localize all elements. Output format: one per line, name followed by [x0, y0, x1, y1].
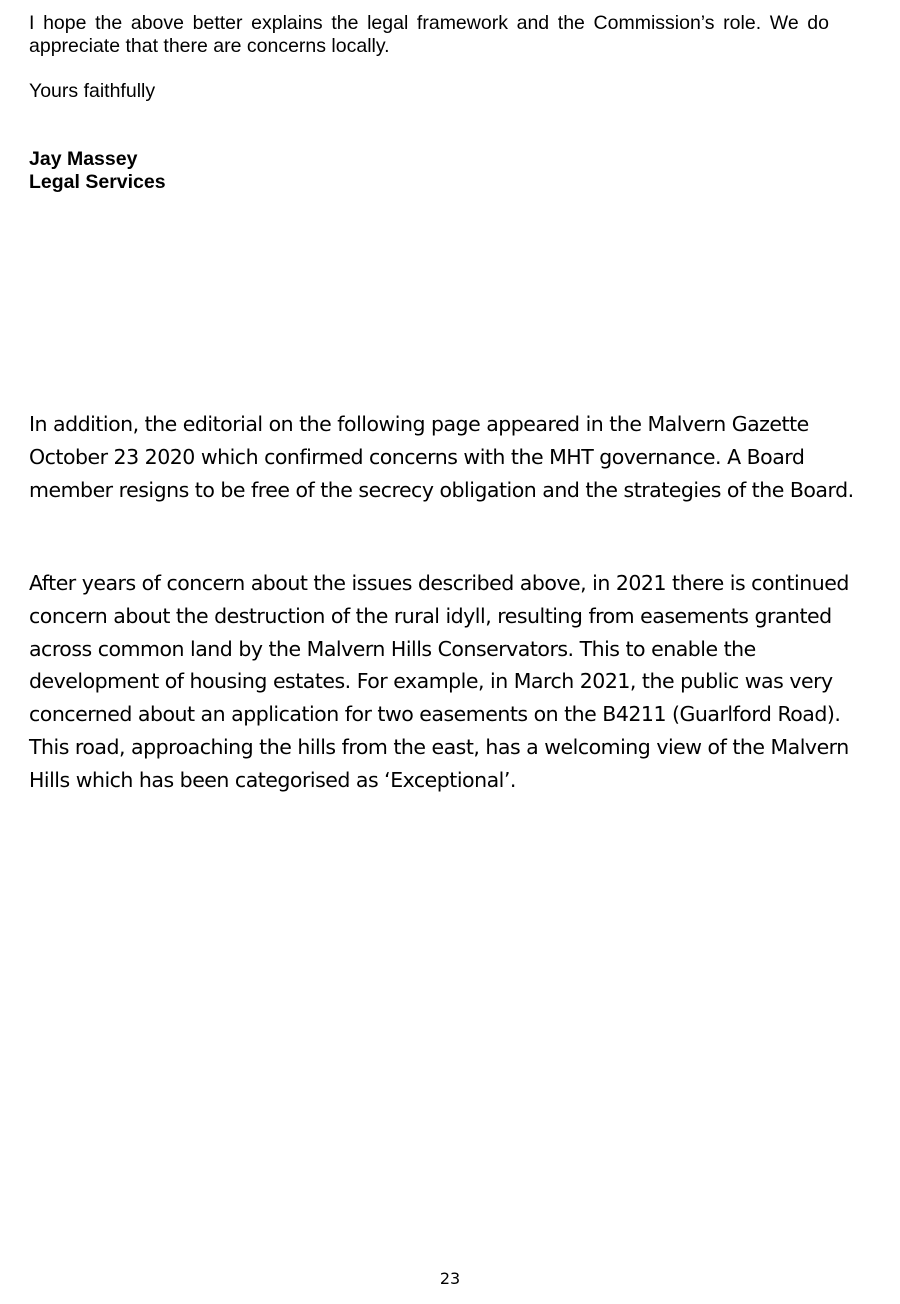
page-number: 23 [439, 1269, 461, 1288]
letter-closing-paragraph: I hope the above better explains the legal framework and the Commission’s role. We do appreciate that there are concerns locally. [29, 12, 829, 57]
letter-closing: Yours faithfully [29, 80, 156, 102]
editorial-paragraph: In addition, the editorial on the following page appeared in the Malvern Gazette October 23 2020 which confirmed concerns with the MHT governance. A Board member resigns to be free of the secrecy obligation and the strategies of the Board. [29, 412, 854, 502]
letter-signature [29, 148, 829, 194]
easements-paragraph: After years of concern about the issues described above, in 2021 there is continued concern about the destruction of the rural idyll, resulting from easements granted across common land by the Malvern Hills Conservators. This to enable the development of housing estates. For example, in March 2021, the public was very concerned about an application for two easements on the B4211 (Guarlford Road). This road, approaching the hills from the east, has a welcoming view of the Malvern Hills which has been categorised as ‘Exceptional’. [29, 571, 849, 792]
signatory-name: Jay Massey [29, 148, 138, 170]
quoted-letter [29, 12, 829, 194]
signatory-department: Legal Services [29, 171, 166, 193]
